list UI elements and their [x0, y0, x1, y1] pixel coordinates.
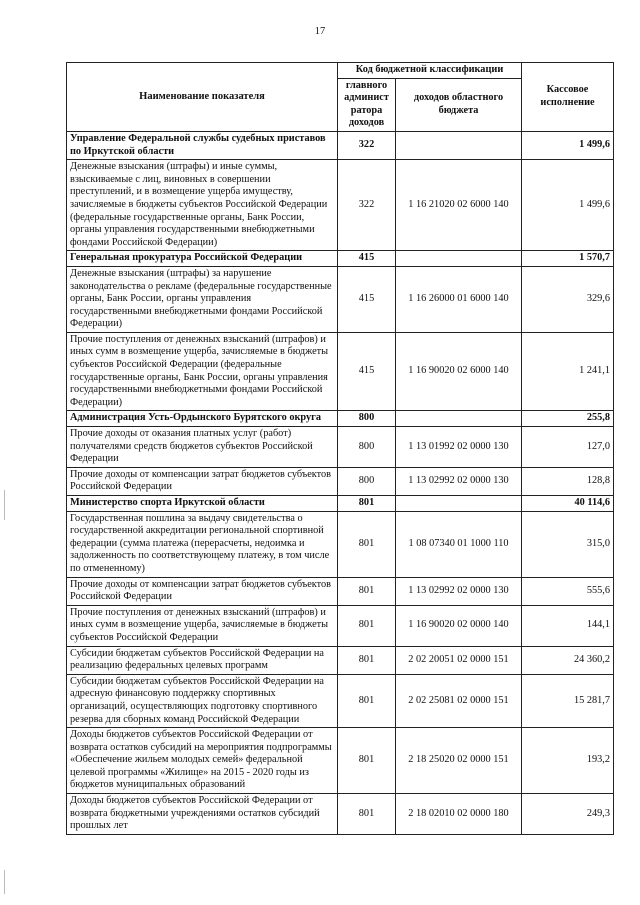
cash-execution-cell: 193,2 [522, 728, 614, 794]
cash-execution-cell: 24 360,2 [522, 646, 614, 674]
header-indicator-name: Наименование показателя [67, 63, 338, 132]
income-code-cell: 2 18 02010 02 0000 180 [396, 794, 522, 835]
admin-code-cell: 801 [338, 794, 396, 835]
indicator-name-cell: Денежные взыскания (штрафы) за нарушение законодательства о рекламе (федеральные государственные органы, Банк России, органы управления государственными внебюджетными фондами Российской Федерации) [67, 266, 338, 332]
admin-code-cell: 801 [338, 674, 396, 727]
indicator-name-cell: Управление Федеральной службы судебных приставов по Иркутской области [67, 131, 338, 159]
header-chief-administrator: главного админист ратора доходов [338, 78, 396, 131]
margin-mark [4, 870, 5, 894]
table-header-row [67, 63, 614, 79]
admin-code-cell: 322 [338, 160, 396, 251]
table-body [67, 131, 614, 834]
indicator-name-cell: Прочие доходы от оказания платных услуг (работ) получателями средств бюджетов субъектов Российской Федерации [67, 427, 338, 468]
indicator-name-cell: Генеральная прокуратура Российской Федерации [67, 251, 338, 267]
income-code-cell: 2 02 25081 02 0000 151 [396, 674, 522, 727]
cash-execution-cell: 1 570,7 [522, 251, 614, 267]
page-number: 17 [314, 26, 326, 37]
table-row [67, 467, 614, 495]
income-code-cell [396, 411, 522, 427]
cash-execution-cell: 1 499,6 [522, 131, 614, 159]
admin-code-cell: 801 [338, 646, 396, 674]
income-code-cell: 2 02 20051 02 0000 151 [396, 646, 522, 674]
indicator-name-cell: Денежные взыскания (штрафы) и иные суммы, взыскиваемые с лиц, виновных в совершении преступлений, и в возмещение ущерба имуществу, зачисляемые в бюджеты субъектов Российской Федерации (федеральные государственные органы, Банк России, органы управления государственными внебюджетными фондами Российской Федерации) [67, 160, 338, 251]
indicator-name-cell: Субсидии бюджетам субъектов Российской Федерации на адресную финансовую поддержку спортивных организаций, осуществляющих подготовку спортивного резерва для сборных команд Российской Федерации [67, 674, 338, 727]
cash-execution-cell: 144,1 [522, 605, 614, 646]
table-row [67, 605, 614, 646]
table-row [67, 160, 614, 251]
admin-code-cell: 800 [338, 427, 396, 468]
indicator-name-cell: Прочие доходы от компенсации затрат бюджетов субъектов Российской Федерации [67, 577, 338, 605]
table-row [67, 266, 614, 332]
header-cash-execution: Кассовое исполнение [522, 63, 614, 132]
income-code-cell [396, 496, 522, 512]
income-code-cell: 1 13 01992 02 0000 130 [396, 427, 522, 468]
header-budget-classification-code: Код бюджетной классификации [338, 63, 522, 79]
income-code-cell: 1 13 02992 02 0000 130 [396, 577, 522, 605]
cash-execution-cell: 1 241,1 [522, 332, 614, 411]
section-row [67, 131, 614, 159]
table-row [67, 674, 614, 727]
table-row [67, 427, 614, 468]
indicator-name-cell: Прочие поступления от денежных взысканий (штрафов) и иных сумм в возмещение ущерба, зачисляемые в бюджеты субъектов Российской Федерации [67, 605, 338, 646]
cash-execution-cell: 15 281,7 [522, 674, 614, 727]
cash-execution-cell: 1 499,6 [522, 160, 614, 251]
admin-code-cell: 800 [338, 411, 396, 427]
cash-execution-cell: 329,6 [522, 266, 614, 332]
income-code-cell: 1 16 90020 02 6000 140 [396, 332, 522, 411]
admin-code-cell: 801 [338, 605, 396, 646]
admin-code-cell: 801 [338, 728, 396, 794]
admin-code-cell: 415 [338, 251, 396, 267]
income-code-cell [396, 251, 522, 267]
income-code-cell: 1 16 21020 02 6000 140 [396, 160, 522, 251]
admin-code-cell: 801 [338, 496, 396, 512]
income-code-cell: 1 16 90020 02 0000 140 [396, 605, 522, 646]
table-row [67, 511, 614, 577]
income-code-cell: 2 18 25020 02 0000 151 [396, 728, 522, 794]
table-row [67, 332, 614, 411]
section-row [67, 251, 614, 267]
cash-execution-cell: 40 114,6 [522, 496, 614, 512]
admin-code-cell: 800 [338, 467, 396, 495]
admin-code-cell: 801 [338, 577, 396, 605]
indicator-name-cell: Доходы бюджетов субъектов Российской Федерации от возврата остатков субсидий на мероприятия подпрограммы «Обеспечение жильем молодых семей» федеральной целевой программы «Жилище» на 2015 - 2020 годы из бюджетов муниципальных образований [67, 728, 338, 794]
admin-code-cell: 322 [338, 131, 396, 159]
header-regional-budget-income: доходов областного бюджета [396, 78, 522, 131]
table-row [67, 577, 614, 605]
indicator-name-cell: Государственная пошлина за выдачу свидетельства о государственной аккредитации региональной спортивной федерации (сумма платежа (перерасчеты, недоимка и задолженность по соответствующему платежу, в том числе по отмененному) [67, 511, 338, 577]
table-row [67, 646, 614, 674]
table-row [67, 728, 614, 794]
margin-mark [4, 490, 5, 520]
income-code-cell [396, 131, 522, 159]
admin-code-cell: 415 [338, 332, 396, 411]
section-row [67, 496, 614, 512]
income-code-cell: 1 16 26000 01 6000 140 [396, 266, 522, 332]
table-row [67, 794, 614, 835]
income-code-cell: 1 08 07340 01 1000 110 [396, 511, 522, 577]
cash-execution-cell: 315,0 [522, 511, 614, 577]
indicator-name-cell: Прочие доходы от компенсации затрат бюджетов субъектов Российской Федерации [67, 467, 338, 495]
section-row [67, 411, 614, 427]
indicator-name-cell: Министерство спорта Иркутской области [67, 496, 338, 512]
indicator-name-cell: Прочие поступления от денежных взысканий (штрафов) и иных сумм в возмещение ущерба, зачисляемые в бюджеты субъектов Российской Федерации (федеральные государственные органы, Банк России, органы управления государственными внебюджетными фондами Российской Федерации) [67, 332, 338, 411]
budget-execution-table [66, 62, 614, 835]
cash-execution-cell: 127,0 [522, 427, 614, 468]
cash-execution-cell: 128,8 [522, 467, 614, 495]
cash-execution-cell: 255,8 [522, 411, 614, 427]
income-code-cell: 1 13 02992 02 0000 130 [396, 467, 522, 495]
indicator-name-cell: Доходы бюджетов субъектов Российской Федерации от возврата бюджетными учреждениями остатков субсидий прошлых лет [67, 794, 338, 835]
admin-code-cell: 801 [338, 511, 396, 577]
indicator-name-cell: Субсидии бюджетам субъектов Российской Федерации на реализацию федеральных целевых программ [67, 646, 338, 674]
indicator-name-cell: Администрация Усть-Ордынского Бурятского округа [67, 411, 338, 427]
cash-execution-cell: 555,6 [522, 577, 614, 605]
cash-execution-cell: 249,3 [522, 794, 614, 835]
admin-code-cell: 415 [338, 266, 396, 332]
